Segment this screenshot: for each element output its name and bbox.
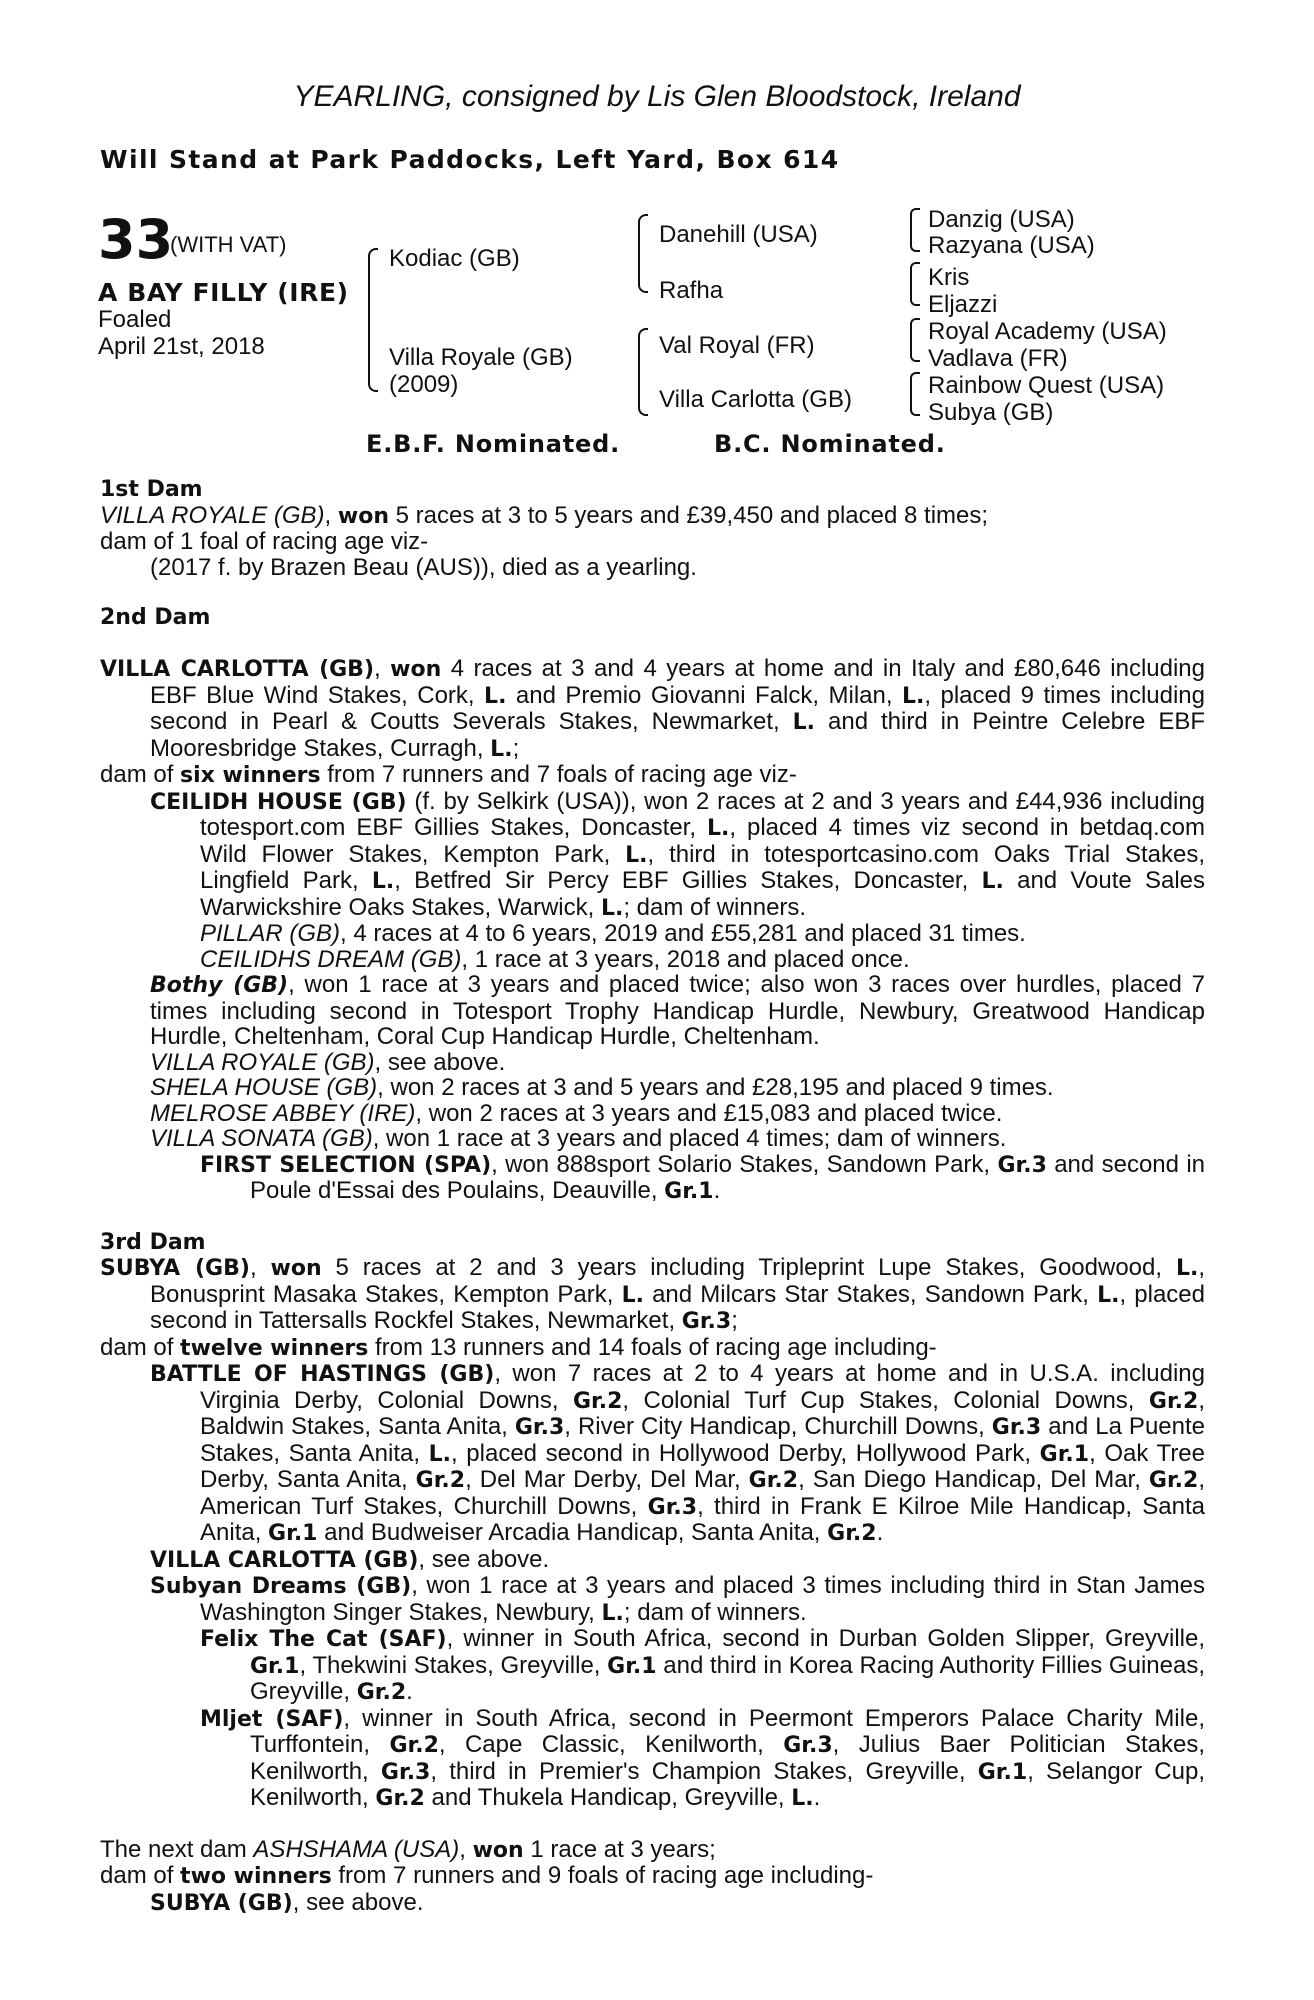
gen3-2: Razyana (USA) [928, 232, 1095, 259]
catalogue-heading: YEARLING, consigned by Lis Glen Bloodstock, Ireland [293, 80, 1021, 113]
produce-entry: VILLA CARLOTTA (GB), see above. [150, 1545, 550, 1573]
gen3-5: Royal Academy (USA) [928, 318, 1167, 345]
produce-entry: CEILIDHS DREAM (GB), 1 race at 3 years, 2018 and placed once. [200, 945, 910, 973]
lot-number: 33 [98, 208, 174, 271]
first-dam-produce: dam of 1 foal of racing age viz- [100, 528, 429, 555]
vat-note: (WITH VAT) [170, 232, 287, 257]
first-dam-record: VILLA ROYALE (GB), won 5 races at 3 to 5 years and £39,450 and placed 8 times; [100, 501, 989, 529]
gen3-7: Rainbow Quest (USA) [928, 372, 1165, 399]
produce-entry: BATTLE OF HASTINGS (GB), won 7 races at 2 to 4 years at home and in U.S.A. including Virginia Derby, Colonial Downs, Gr.2, Colonial Turf Cup Stakes, Colonial Downs, Gr.2, Baldwin Stakes, Santa Anita, Gr.3, River City Handicap, Churchill Downs, Gr.3 and La Puente Stakes, Santa Anita, L., placed second in Hollywood Derby, Hollywood Park, Gr.1, Oak Tree Derby, Santa Anita, Gr.2, Del Mar Derby, Del Mar, Gr.2, San Diego Handicap, Del Mar, Gr.2, American Turf Stakes, Churchill Downs, Gr.3, third in Frank E Kilroe Mile Handicap, Santa Anita, Gr.1 and Budweiser Arcadia Handicap, Santa Anita, Gr.2. [150, 1360, 1206, 1546]
dam: Villa Royale (GB) [389, 344, 573, 371]
sire-sire: Danehill (USA) [659, 221, 818, 248]
next-dam-record: The next dam ASHSHAMA (USA), won 1 race at 3 years; [100, 1835, 716, 1863]
produce-entry: FIRST SELECTION (SPA), won 888sport Solario Stakes, Sandown Park, Gr.3 and second in Poule d'Essai des Poulains, Deauville, Gr.1. [200, 1150, 1206, 1204]
produce-entry: PILLAR (GB), 4 races at 4 to 6 years, 2019 and £55,281 and placed 31 times. [200, 920, 1026, 947]
produce-entry: CEILIDH HOUSE (GB) (f. by Selkirk (USA)), won 2 races at 2 and 3 years and £44,936 including totesport.com EBF Gillies Stakes, Doncaster, L., placed 4 times viz second in betdaq.com Wild Flower Stakes, Kempton Park, L., third in totesportcasino.com Oaks Trial Stakes, Lingfield Park, L., Betfred Sir Percy EBF Gillies Stakes, Doncaster, L. and Voute Sales Warwickshire Oaks Stakes, Warwick, L.; dam of winners. [150, 787, 1206, 921]
pedigree-brace [910, 262, 920, 306]
stand-location: Will Stand at Park Paddocks, Left Yard, Box 614 [100, 145, 840, 174]
third-dam-produce: dam of twelve winners from 13 runners and 14 foals of racing age including- [100, 1333, 937, 1361]
foaled-date: April 21st, 2018 [98, 333, 265, 360]
pedigree-brace [638, 214, 648, 293]
foaled-label: Foaled [98, 306, 172, 333]
pedigree-brace [910, 372, 920, 416]
produce-entry: SUBYA (GB), see above. [150, 1888, 424, 1916]
next-dam-produce: dam of two winners from 7 runners and 9 foals of racing age including- [100, 1862, 874, 1889]
gen3-1: Danzig (USA) [928, 206, 1075, 233]
ebf-nominated: E.B.F. Nominated. [366, 430, 620, 458]
produce-entry: Mljet (SAF), winner in South Africa, second in Peermont Emperors Palace Charity Mile, Turffontein, Gr.2, Cape Classic, Kenilworth, Gr.3, Julius Baer Politician Stakes, Kenilworth, Gr.3, third in Premier's Champion Stakes, Greyville, Gr.1, Selangor Cup, Kenilworth, Gr.2 and Thukela Handicap, Greyville, L.. [200, 1704, 1205, 1811]
gen3-3: Kris [928, 264, 970, 291]
gen3-6: Vadlava (FR) [928, 345, 1068, 372]
lot-name: A BAY FILLY (IRE) [98, 278, 349, 307]
produce-entry: Subyan Dreams (GB), won 1 race at 3 years and placed 3 times including third in Stan James Washington Singer Stakes, Newbury, L.; dam of winners. [150, 1572, 1205, 1626]
dam-year: (2009) [389, 371, 459, 398]
sire-dam: Rafha [659, 277, 724, 304]
sire: Kodiac (GB) [389, 245, 520, 272]
second-dam-record [100, 631, 1205, 657]
third-dam-heading: 3rd Dam [100, 1229, 206, 1255]
second-dam-produce: dam of six winners from 7 runners and 7 foals of racing age viz- [100, 761, 797, 788]
dam-dam: Villa Carlotta (GB) [659, 386, 852, 413]
produce-record [100, 477, 1205, 1916]
produce-entry: SHELA HOUSE (GB), won 2 races at 3 and 5 years and £28,195 and placed 9 times. [150, 1074, 1054, 1101]
pedigree-brace [638, 328, 648, 416]
dam-sire: Val Royal (FR) [659, 332, 815, 359]
first-dam-heading: 1st Dam [100, 477, 203, 502]
gen3-8: Subya (GB) [928, 399, 1054, 426]
produce-entry: VILLA ROYALE (GB), see above. [150, 1048, 506, 1076]
produce-entry: VILLA SONATA (GB), won 1 race at 3 years and placed 4 times; dam of winners. [150, 1125, 1007, 1152]
gen3-4: Eljazzi [928, 291, 998, 318]
second-dam-heading: 2nd Dam [100, 605, 211, 630]
pedigree-brace [910, 208, 920, 252]
produce-entry: MELROSE ABBEY (IRE), won 2 races at 3 years and £15,083 and placed twice. [150, 1099, 1003, 1127]
first-dam-foal: (2017 f. by Brazen Beau (AUS)), died as a yearling. [150, 553, 697, 581]
produce-entry: Bothy (GB), won 1 race at 3 years and placed twice; also won 3 races over hurdles, placed 7 times including second in Totesport Trophy Handicap Hurdle, Newbury, Greatwood Handicap Hurdle, Cheltenham, Coral Cup Handicap Hurdle, Cheltenham. [150, 971, 1206, 1050]
produce-entry: Felix The Cat (SAF), winner in South Africa, second in Durban Golden Slipper, Greyville, Gr.1, Thekwini Stakes, Greyville, Gr.1 and third in Korea Racing Authority Fillies Guineas, Greyville, Gr.2. [200, 1625, 1205, 1705]
pedigree-brace [368, 248, 378, 392]
pedigree-brace [910, 318, 920, 362]
bc-nominated: B.C. Nominated. [714, 430, 946, 458]
second-dam-record-text: VILLA CARLOTTA (GB), won 4 races at 3 and 4 years at home and in Italy and £80,646 including EBF Blue Wind Stakes, Cork, L. and Premio Giovanni Falck, Milan, L., placed 9 times including second in Pearl & Coutts Severals Stakes, Newmarket, L. and third in Peintre Celebre EBF Mooresbridge Stakes, Curragh, L.; [100, 655, 1206, 762]
third-dam-record: SUBYA (GB), won 5 races at 2 and 3 years including Tripleprint Lupe Stakes, Goodwood, L., Bonusprint Masaka Stakes, Kempton Park, L. and Milcars Star Stakes, Sandown Park, L., placed second in Tattersalls Rockfel Stakes, Newmarket, Gr.3; [100, 1254, 1205, 1334]
